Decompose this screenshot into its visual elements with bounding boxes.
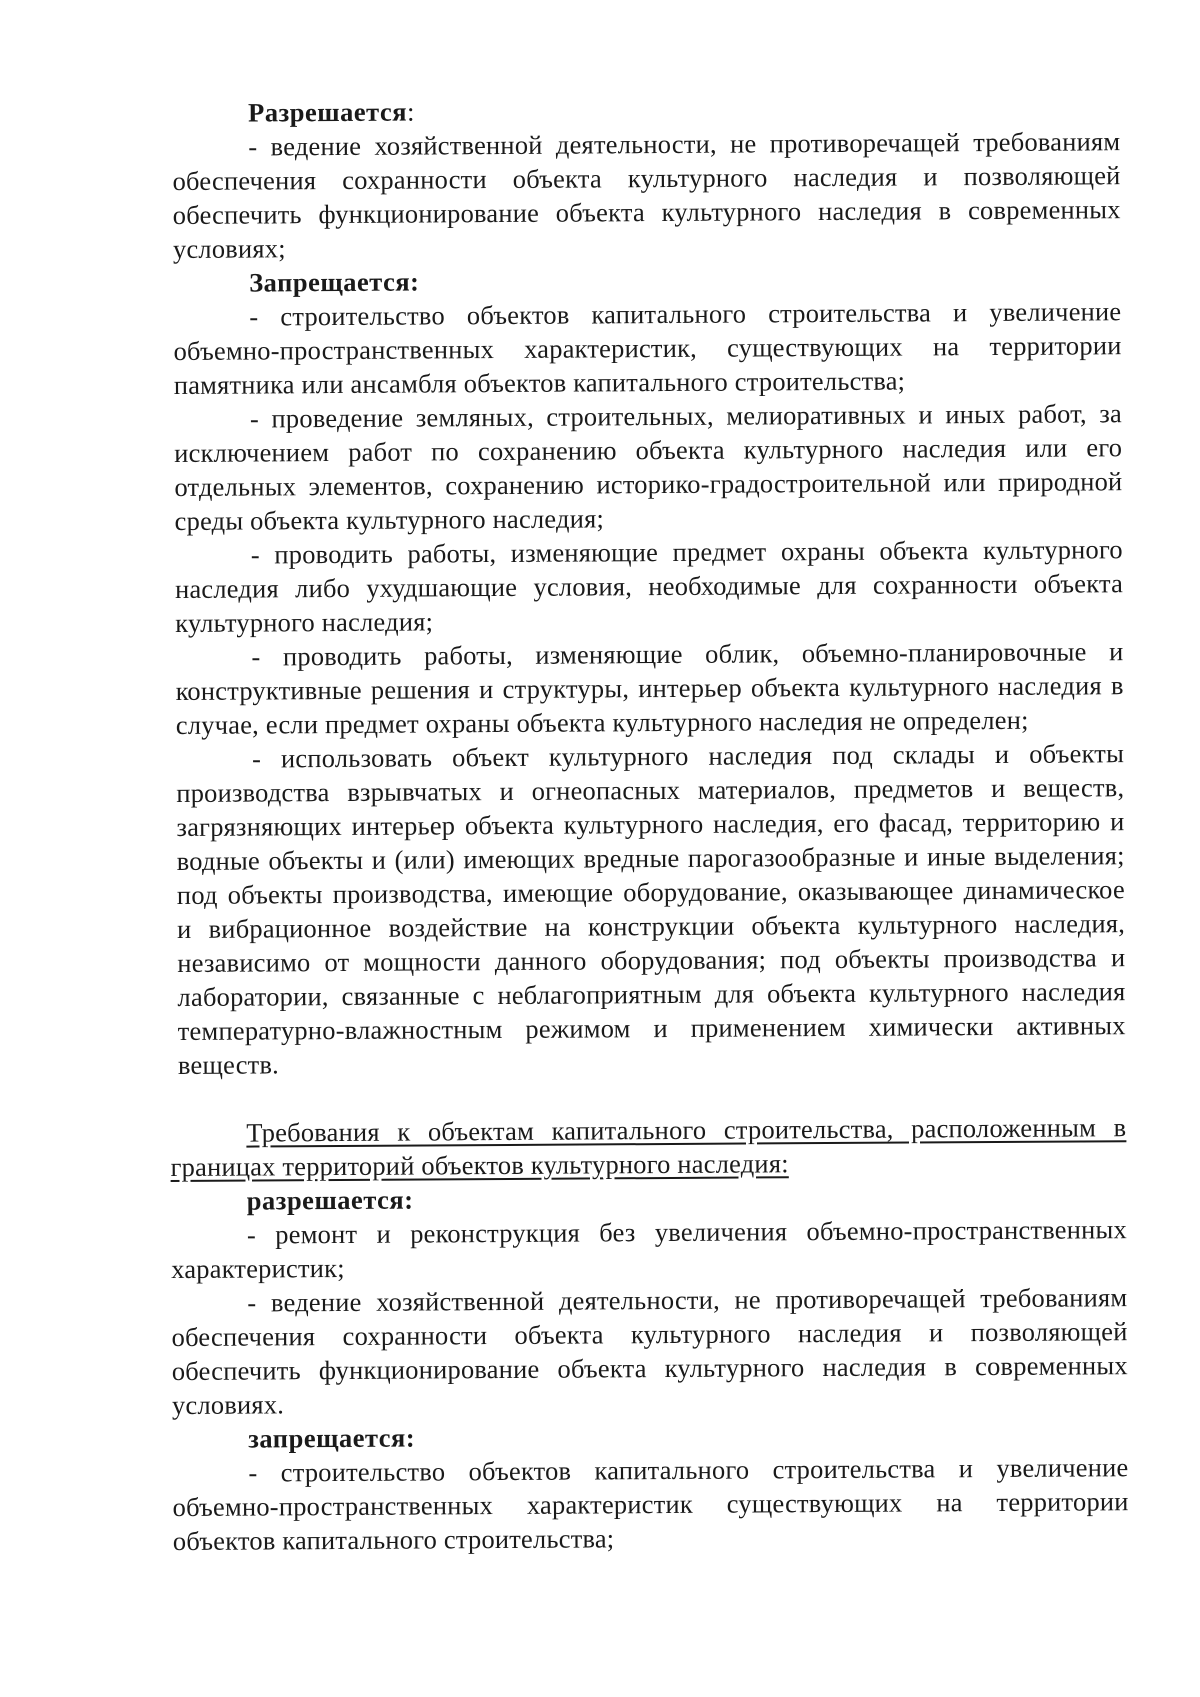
forbidden-item: - проводить работы, изменяющие облик, объемно-планировочные и конструктивные решения и структуры, интерьер объекта культурного наследия в случае, если предмет охраны объекта культурного наследия не определен; [175,636,1124,740]
forbidden-item: - строительство объектов капитального строительства и увеличение объемно-пространственных характеристик, существующих на территории памятника или ансамбля объектов капитального строительства; [173,296,1122,400]
forbidden-item: - строительство объектов капитального строительства и увеличение объемно-пространственных характеристик существующих на территории объектов капитального строительства; [172,1452,1129,1557]
document-body [172,90,1129,1558]
allowed-item: - ведение хозяйственной деятельности, не противоречащей требованиям обеспечения сохранности объекта культурного наследия и позволяющей обеспечить функционирование объекта культурного наследия в современных условиях; [172,126,1121,264]
forbidden-heading: Запрещается: [249,266,420,298]
forbidden-item: - использовать объект культурного наследия под склады и объекты производства взрывчатых и огнеопасных материалов, предметов и веществ, загрязняющих интерьер объекта культурного наследия, его фасад, территорию и водные объекты и (или) имеющих вредные парогазообразные и иные выделения; под объекты производства, имеющие оборудование, оказывающее динамическое и вибрационное воздействие на конструкции объекта культурного наследия, независимо от мощности данного оборудования; под объекты производства и лаборатории, связанные с неблагоприятным для объекта культурного наследия температурно-влажностным режимом и применением химически активных веществ. [176,738,1126,1080]
section-territory-regime [172,90,1126,1082]
allowed-heading-text: Разрешается [248,96,408,128]
allowed-heading-colon: : [406,96,415,127]
forbidden-heading: запрещается: [248,1422,416,1454]
allowed-item: - ремонт и реконструкция без увеличения объемно-пространственных характеристик; [171,1214,1128,1285]
section-construction-requirements [170,1110,1129,1558]
forbidden-item: - проводить работы, изменяющие предмет охраны объекта культурного наследия либо ухудшающие условия, необходимые для сохранности объекта культурного наследия; [174,534,1124,638]
section-title: Требования к объектам капитального строительства, расположенным в границах территорий объектов культурного наследия: [170,1112,1127,1183]
allowed-heading: разрешается: [246,1184,414,1216]
allowed-item: - ведение хозяйственной деятельности, не противоречащей требованиям обеспечения сохранности объекта культурного наследия и позволяющей обеспечить функционирование объекта культурного наследия в современных условиях. [171,1282,1128,1421]
allowed-heading [172,90,1120,130]
forbidden-item: - проведение земляных, строительных, мелиоративных и иных работ, за исключением работ по сохранению объекта культурного наследия или его отдельных элементов, сохранению историко-градостроительной или природной среды объекта культурного наследия; [174,398,1123,536]
